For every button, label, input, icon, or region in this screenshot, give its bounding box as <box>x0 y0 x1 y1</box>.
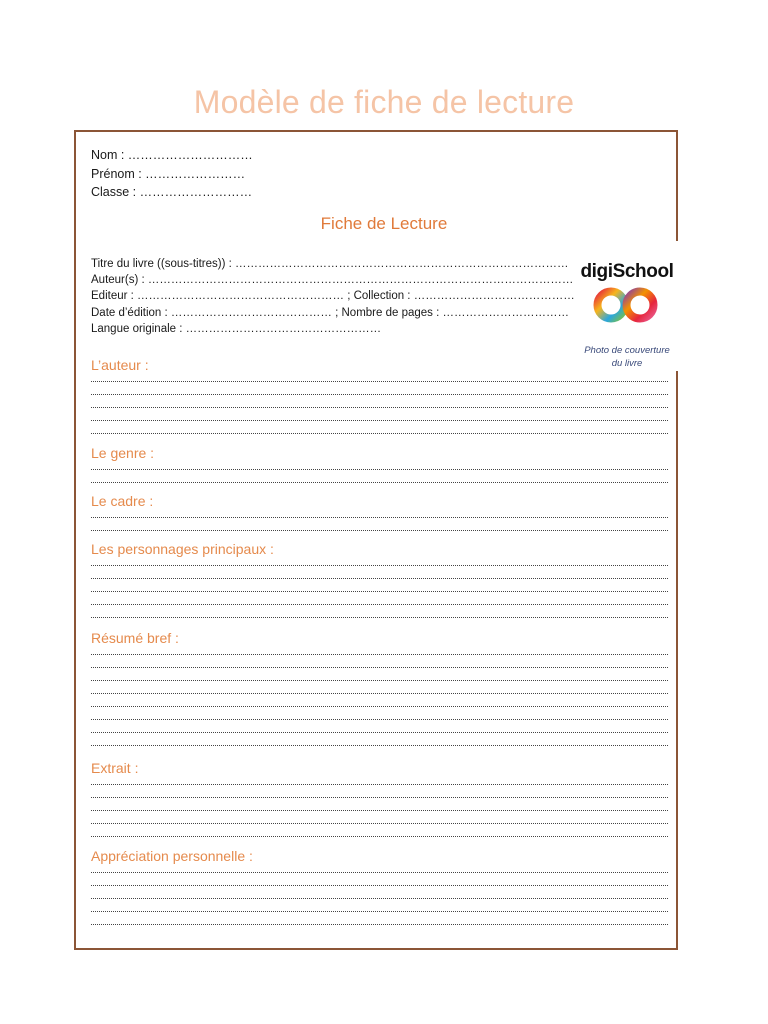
titre-field[interactable]: Titre du livre ((sous-titres)) : …………………………………………………………………………… <box>91 258 569 270</box>
section-title-auteur: L’auteur : <box>91 357 149 373</box>
classe-field[interactable]: Classe : ……………………… <box>91 185 253 199</box>
auteurs-field[interactable]: Auteur(s) : ………………………………………………………………………………………………… <box>91 274 574 287</box>
writing-line[interactable] <box>91 732 668 733</box>
writing-line[interactable] <box>91 745 668 746</box>
date-edition-field[interactable]: Date d’édition : …………………………………… ; Nombre de pages : …………………………… <box>91 306 569 319</box>
lines-cadre[interactable] <box>91 517 669 531</box>
lines-auteur[interactable] <box>91 381 669 434</box>
writing-line[interactable] <box>91 433 668 434</box>
writing-line[interactable] <box>91 898 668 899</box>
nom-field[interactable]: Nom : ………………………… <box>91 148 253 162</box>
section-cadre <box>91 492 669 531</box>
writing-line[interactable] <box>91 667 668 668</box>
writing-line[interactable] <box>91 784 668 785</box>
writing-line[interactable] <box>91 407 668 408</box>
section-resume <box>91 629 669 746</box>
student-info <box>91 146 253 202</box>
section-extrait <box>91 759 669 837</box>
lines-extrait[interactable] <box>91 784 669 837</box>
section-title-appreciation: Appréciation personnelle : <box>91 848 253 864</box>
section-appreciation <box>91 847 669 925</box>
lines-appreciation[interactable] <box>91 872 669 925</box>
writing-line[interactable] <box>91 578 668 579</box>
writing-line[interactable] <box>91 872 668 873</box>
cover-caption-line2: du livre <box>611 358 643 369</box>
writing-line[interactable] <box>91 604 668 605</box>
section-title-extrait: Extrait : <box>91 760 139 776</box>
section-title-resume: Résumé bref : <box>91 630 179 646</box>
writing-line[interactable] <box>91 617 668 618</box>
section-genre <box>91 444 669 483</box>
writing-line[interactable] <box>91 810 668 811</box>
book-cover-placeholder[interactable] <box>576 241 678 371</box>
section-title-cadre: Le cadre : <box>91 493 154 509</box>
writing-line[interactable] <box>91 482 668 483</box>
lines-personnages[interactable] <box>91 565 669 618</box>
writing-line[interactable] <box>91 836 668 837</box>
writing-line[interactable] <box>91 420 668 421</box>
digischool-infinity-icon <box>592 286 662 324</box>
editeur-field[interactable]: Editeur : ……………………………………………… ; Collection : …………………………………… <box>91 290 575 303</box>
page-title: Modèle de fiche de lecture <box>193 84 575 120</box>
writing-line[interactable] <box>91 394 668 395</box>
section-title-personnages: Les personnages principaux : <box>91 541 274 557</box>
writing-line[interactable] <box>91 565 668 566</box>
writing-line[interactable] <box>91 680 668 681</box>
writing-line[interactable] <box>91 693 668 694</box>
writing-line[interactable] <box>91 706 668 707</box>
prenom-field[interactable]: Prénom : …………………… <box>91 166 246 181</box>
digischool-logo-text: digiSchool <box>580 261 674 282</box>
lines-resume[interactable] <box>91 654 669 746</box>
section-auteur <box>91 356 669 434</box>
writing-line[interactable] <box>91 530 668 531</box>
writing-line[interactable] <box>91 797 668 798</box>
lines-genre[interactable] <box>91 469 669 483</box>
writing-line[interactable] <box>91 469 668 470</box>
writing-line[interactable] <box>91 823 668 824</box>
cover-caption-line1: Photo de couverture <box>584 345 670 356</box>
writing-line[interactable] <box>91 924 668 925</box>
book-info <box>91 256 575 337</box>
writing-line[interactable] <box>91 885 668 886</box>
fiche-title: Fiche de Lecture <box>320 214 448 233</box>
section-title-genre: Le genre : <box>91 445 155 461</box>
writing-line[interactable] <box>91 654 668 655</box>
writing-line[interactable] <box>91 381 668 382</box>
section-personnages <box>91 540 669 618</box>
writing-line[interactable] <box>91 719 668 720</box>
writing-line[interactable] <box>91 517 668 518</box>
writing-line[interactable] <box>91 591 668 592</box>
langue-field[interactable]: Langue originale : …………………………………………… <box>91 322 382 335</box>
writing-line[interactable] <box>91 911 668 912</box>
